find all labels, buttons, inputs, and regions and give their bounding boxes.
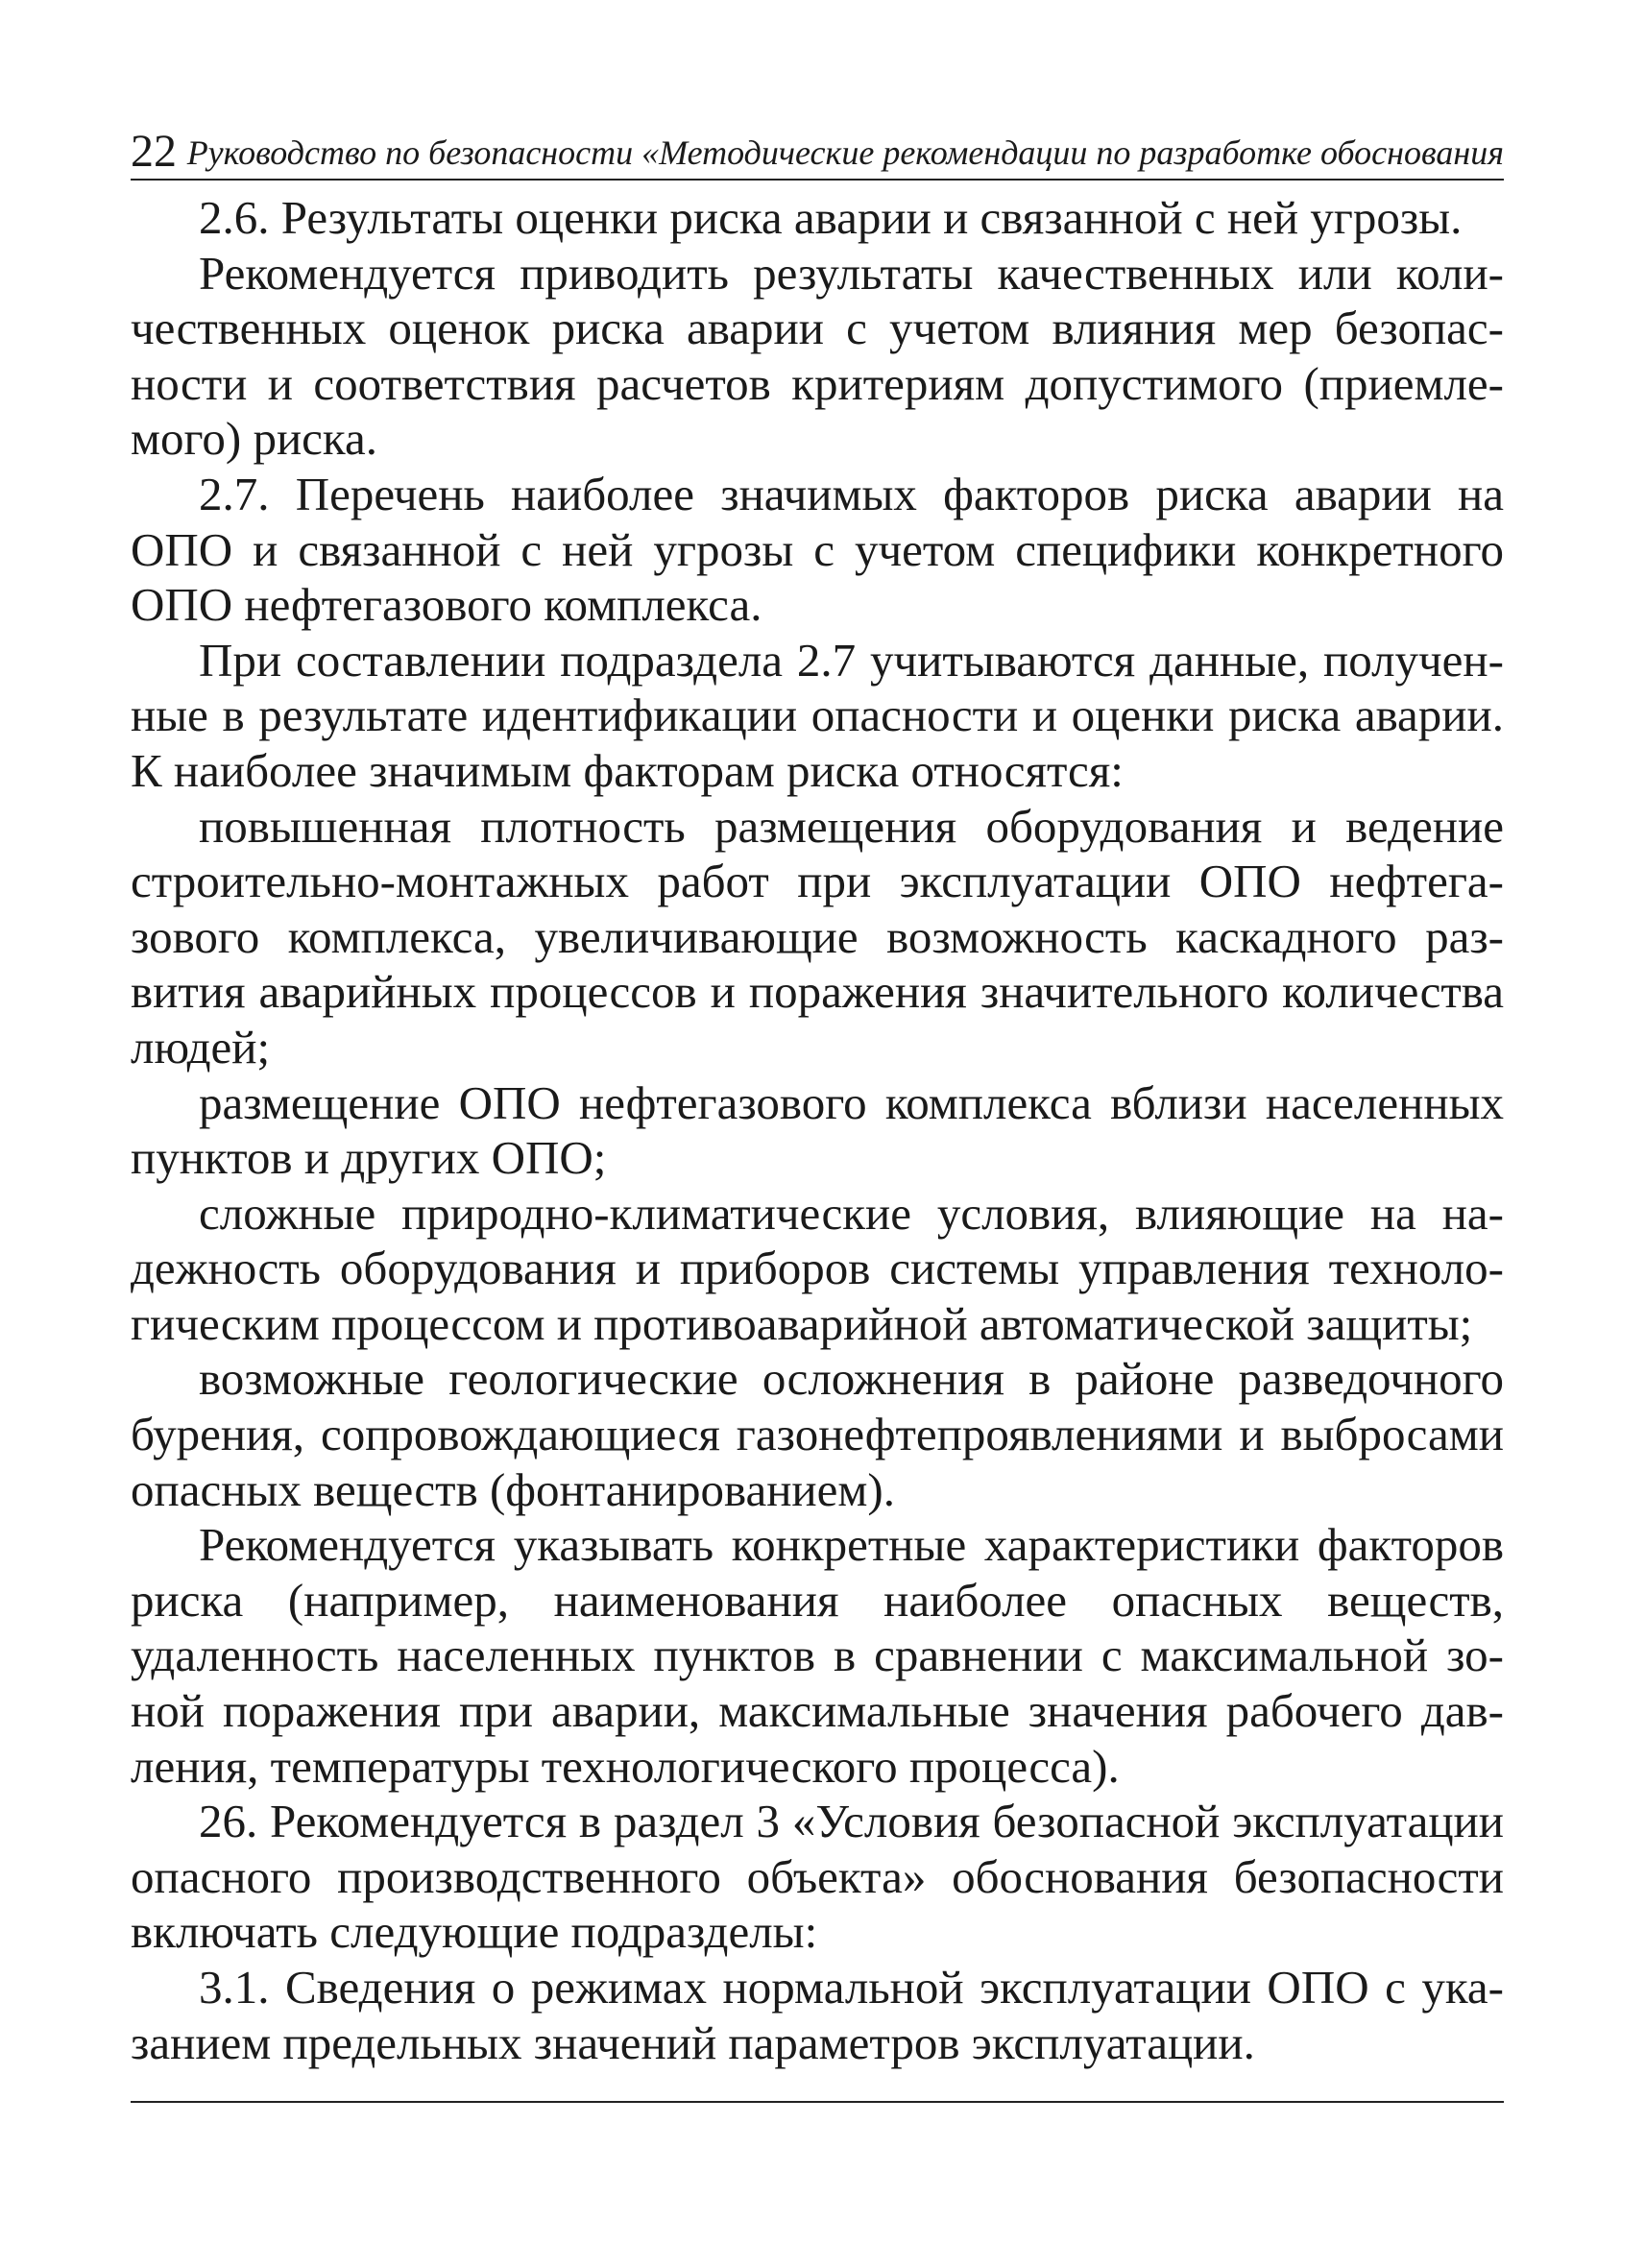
paragraph-section-2-6: 2.6. Результаты оценки риска аварии и связанной с ней угрозы. <box>199 191 1463 244</box>
body-text <box>131 190 1504 2070</box>
header-rule <box>131 179 1504 181</box>
list-item-settlements: размещение ОПО нефтегазового комплекса вблизи населенных пунктов и других ОПО; <box>131 1075 1504 1185</box>
paragraph-factor-characteristics: Рекомендуется указывать конкретные характеристики факторов риска (например, наименования наиболее опасных веществ, удаленность населенных пунктов в сравнении с максимальной зоной поражения при аварии, максимальные значения рабочего давления, температуры технологического процесса). <box>131 1518 1504 1793</box>
list-item-geology: возможные геологические осложнения в районе разведочного бурения, сопровождающиеся газонефтепроявлениями и выбросами опасных веществ (фонтанированием). <box>131 1352 1504 1516</box>
paragraph-clause-26: 26. Рекомендуется в раздел 3 «Условия безопасной эксплуатации опасного производственного объекта» обоснования безопасности включать следующие подразделы: <box>131 1795 1504 1959</box>
list-item-climate: сложные природно-климатические условия, влияющие на надежность оборудования и приборов системы управления технологическим процессом и противоаварийной автоматической защиты; <box>131 1186 1504 1350</box>
paragraph-section-2-7: 2.7. Перечень наиболее значимых факторов риска аварии на ОПО и связанной с ней угрозы с учетом специфики конкретного ОПО нефтегазового комплекса. <box>131 467 1504 632</box>
running-header <box>131 123 1504 181</box>
page-number: 22 <box>131 126 177 177</box>
paragraph-section-3-1: 3.1. Сведения о режимах нормальной эксплуатации ОПО с указанием предельных значений параметров эксплуатации. <box>131 1961 1504 2069</box>
paragraph-risk-results: Рекомендуется приводить результаты качественных или количественных оценок риска аварии с учетом влияния мер безопасности и соответствия расчетов критериям допустимого (приемлемого) риска. <box>131 246 1504 466</box>
list-item-equipment-density: повышенная плотность размещения оборудования и ведение строительно-монтажных работ при эксплуатации ОПО нефтегазового комплекса, увеличивающие возможность каскадного развития аварийных процессов и поражения значительного количества людей; <box>131 799 1504 1074</box>
paragraph-factors-intro: При составлении подраздела 2.7 учитываются данные, полученные в результате идентификации опасности и оценки риска аварии. К наиболее значимым факторам риска относятся: <box>131 633 1504 797</box>
bottom-rule <box>131 2101 1504 2103</box>
running-title: Руководство по безопасности «Методические рекомендации по разработке обоснования <box>186 133 1504 172</box>
